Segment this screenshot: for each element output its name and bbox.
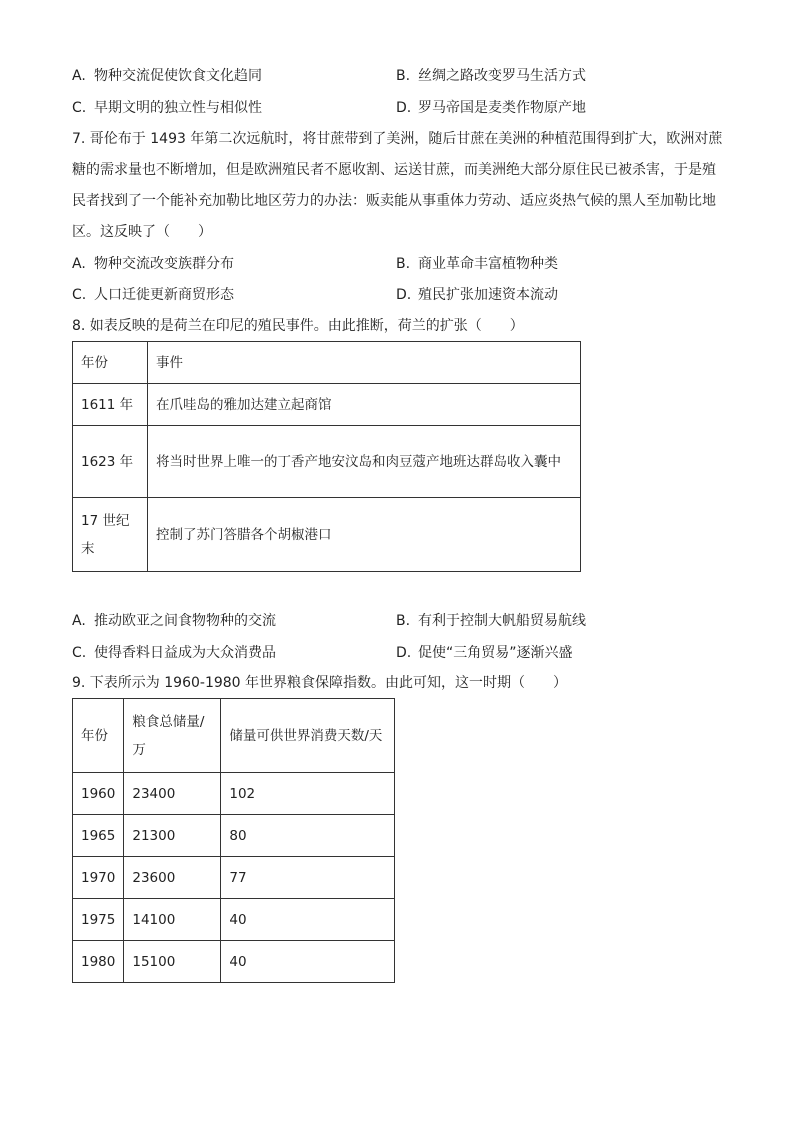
q8-option-c: C. 使得香料日益成为大众消费品 [72, 645, 276, 661]
table-cell: 将当时世界上唯一的丁香产地安汶岛和肉豆蔻产地班达群岛收入囊中 [148, 426, 581, 498]
table-row [73, 815, 395, 857]
table-cell: 23400 [124, 773, 221, 815]
q7-stem: 7. 哥伦布于 1493 年第二次远航时，将甘蔗带到了美洲，随后甘蔗在美洲的种植范围得到扩大，欧洲对蔗糖的需求量也不断增加，但是欧洲殖民者不愿收割、运送甘蔗，而美洲绝大部分原住民已被杀害，于是殖民者找到了一个能补充加勒比地区劳力的办法：贩卖能从事重体力劳动、适应炎热气候的黑人至加勒比地区。这反映了（ ） [72, 131, 723, 240]
table-cell: 80 [221, 815, 395, 857]
table-cell: 40 [221, 899, 395, 941]
q7-option-b: B. 商业革命丰富植物种类 [396, 256, 558, 272]
table-cell: 77 [221, 857, 395, 899]
table-row [73, 498, 581, 572]
table-row [73, 899, 395, 941]
q9-stem: 9. 下表所示为 1960-1980 年世界粮食保障指数。由此可知，这一时期（ ） [72, 675, 568, 691]
table-header-cell: 年份 [73, 342, 148, 384]
table-header-row [73, 342, 581, 384]
table-cell: 1970 [73, 857, 124, 899]
q6-option-c: C. 早期文明的独立性与相似性 [72, 100, 262, 116]
q9-table [72, 698, 395, 983]
q7-option-a: A. 物种交流改变族群分布 [72, 256, 234, 272]
q8-option-b: B. 有利于控制大帆船贸易航线 [396, 613, 586, 629]
table-cell: 102 [221, 773, 395, 815]
table-header-cell: 粮食总储量/万 [124, 699, 221, 773]
q8-option-a: A. 推动欧亚之间食物物种的交流 [72, 613, 276, 629]
table-cell: 14100 [124, 899, 221, 941]
table-cell: 15100 [124, 941, 221, 983]
table-header-cell: 事件 [148, 342, 581, 384]
table-cell: 1980 [73, 941, 124, 983]
q8-option-d: D. 促使“三角贸易”逐渐兴盛 [396, 645, 573, 661]
table-header-cell: 储量可供世界消费天数/天 [221, 699, 395, 773]
table-cell: 1611 年 [73, 384, 148, 426]
q7-option-c: C. 人口迁徙更新商贸形态 [72, 287, 234, 303]
table-row [73, 857, 395, 899]
table-row [73, 426, 581, 498]
table-cell: 40 [221, 941, 395, 983]
q6-option-a: A. 物种交流促使饮食文化趋同 [72, 68, 262, 84]
table-row [73, 941, 395, 983]
table-header-cell: 年份 [73, 699, 124, 773]
table-header-row [73, 699, 395, 773]
table-cell: 1965 [73, 815, 124, 857]
table-cell: 控制了苏门答腊各个胡椒港口 [148, 498, 581, 572]
table-cell: 在爪哇岛的雅加达建立起商馆 [148, 384, 581, 426]
table-cell: 1623 年 [73, 426, 148, 498]
table-cell: 17 世纪末 [73, 498, 148, 572]
table-cell: 21300 [124, 815, 221, 857]
table-cell: 1975 [73, 899, 124, 941]
table-cell: 23600 [124, 857, 221, 899]
table-cell: 1960 [73, 773, 124, 815]
q8-stem: 8. 如表反映的是荷兰在印尼的殖民事件。由此推断，荷兰的扩张（ ） [72, 318, 524, 334]
q6-option-b: B. 丝绸之路改变罗马生活方式 [396, 68, 586, 84]
q7-option-d: D. 殖民扩张加速资本流动 [396, 287, 558, 303]
q8-table [72, 341, 581, 572]
table-row [73, 773, 395, 815]
table-row [73, 384, 581, 426]
q6-option-d: D. 罗马帝国是麦类作物原产地 [396, 100, 586, 116]
